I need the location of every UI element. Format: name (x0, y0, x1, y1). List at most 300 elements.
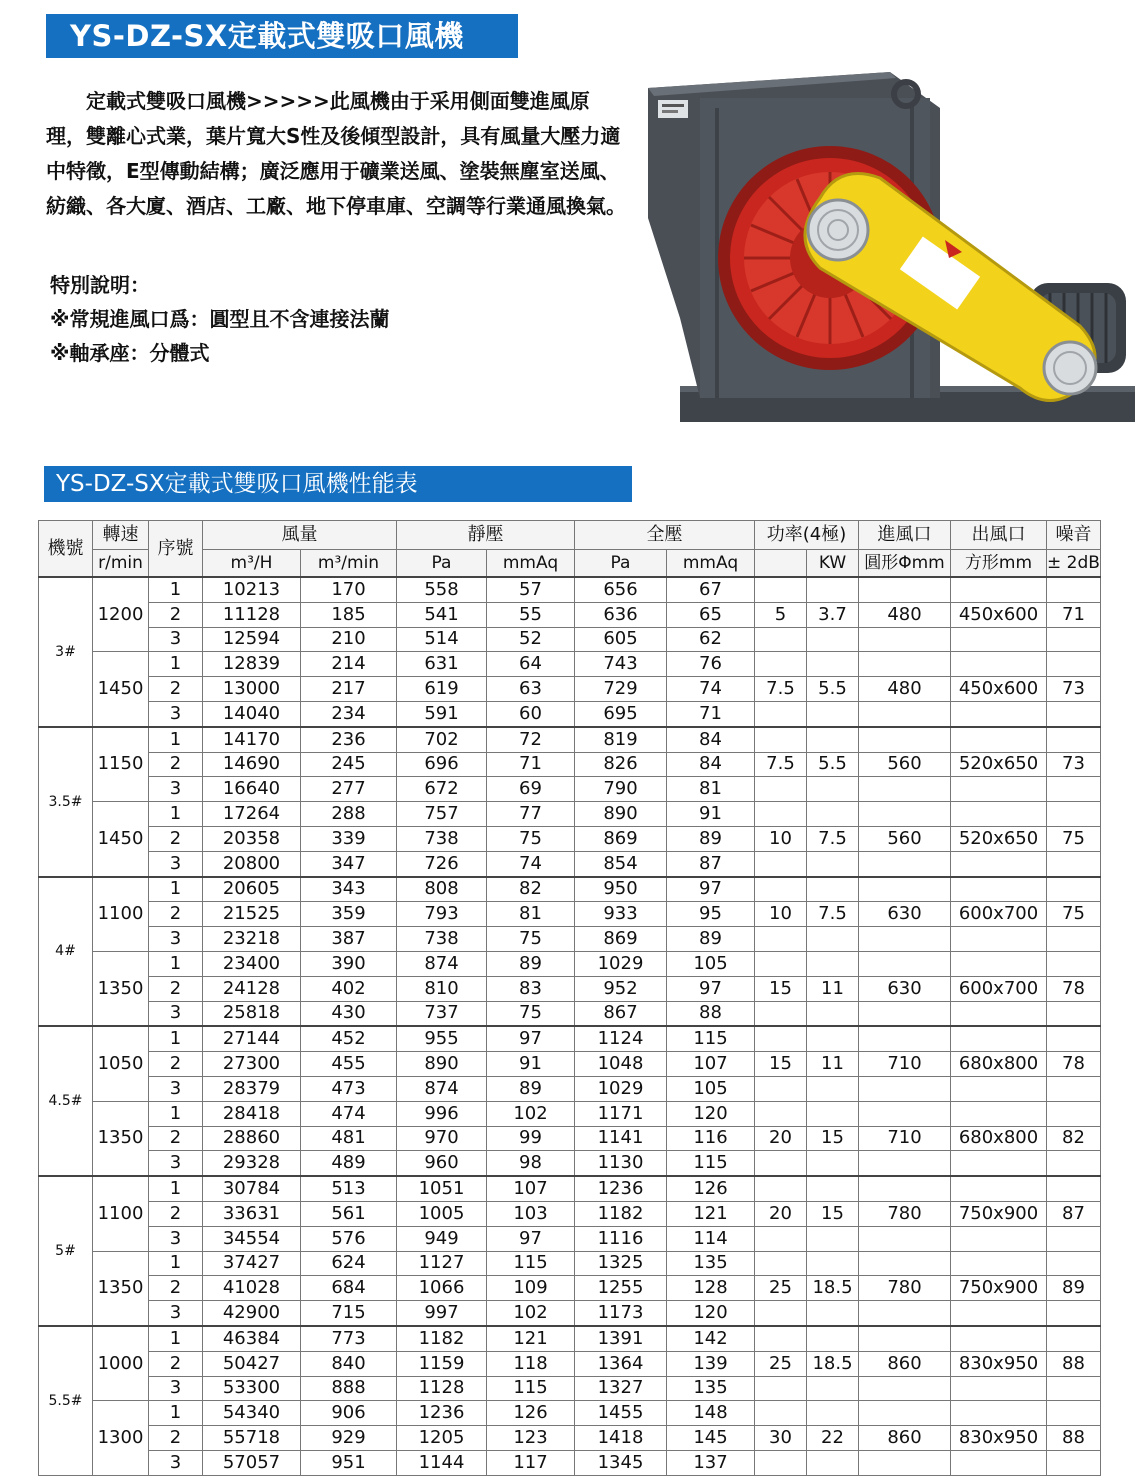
inlet-cell (859, 1026, 951, 1051)
power-kw-cell: 22 (807, 1426, 859, 1451)
speed-cell: 1100 (93, 1176, 149, 1251)
table-row (39, 1052, 1101, 1077)
power-hp-cell (755, 851, 807, 876)
total-mmaq-cell: 88 (667, 1001, 755, 1026)
airflow-m3min-cell: 277 (301, 777, 397, 802)
noise-cell (1047, 1151, 1101, 1176)
power-hp-cell: 10 (755, 902, 807, 927)
seq-cell: 3 (149, 701, 203, 726)
power-hp-cell (755, 1301, 807, 1326)
total-pa-cell: 950 (575, 877, 667, 902)
total-pa-cell: 1141 (575, 1126, 667, 1151)
noise-cell (1047, 1001, 1101, 1026)
outlet-cell: 450x600 (951, 602, 1047, 627)
airflow-m3min-cell: 170 (301, 577, 397, 602)
airflow-m3min-cell: 715 (301, 1301, 397, 1326)
outlet-cell (951, 777, 1047, 802)
power-kw-cell (807, 877, 859, 902)
table-row (39, 677, 1101, 702)
airflow-m3min-cell: 906 (301, 1401, 397, 1426)
airflow-m3min-cell: 430 (301, 1001, 397, 1026)
static-pa-cell: 619 (397, 677, 487, 702)
airflow-m3h-cell: 42900 (203, 1301, 301, 1326)
airflow-m3h-cell: 34554 (203, 1226, 301, 1251)
noise-cell (1047, 1450, 1101, 1475)
airflow-m3h-cell: 57057 (203, 1450, 301, 1475)
airflow-m3h-cell: 28418 (203, 1101, 301, 1126)
special-notes (50, 268, 389, 370)
speed-cell: 1450 (93, 652, 149, 727)
total-mmaq-cell: 128 (667, 1276, 755, 1301)
col-outlet-header: 出風口 (951, 521, 1047, 550)
seq-cell: 1 (149, 1176, 203, 1201)
seq-cell: 1 (149, 1401, 203, 1426)
title-bar (46, 14, 518, 58)
static-pa-cell: 1128 (397, 1376, 487, 1401)
static-pa-cell: 757 (397, 802, 487, 827)
power-kw-cell: 3.7 (807, 602, 859, 627)
total-pa-cell: 1236 (575, 1176, 667, 1201)
static-mmaq-cell: 72 (487, 727, 575, 752)
power-hp-cell (755, 1026, 807, 1051)
noise-cell: 73 (1047, 677, 1101, 702)
power-kw-cell: 11 (807, 1052, 859, 1077)
static-pa-cell: 810 (397, 976, 487, 1001)
airflow-m3min-cell: 343 (301, 877, 397, 902)
seq-cell: 2 (149, 1126, 203, 1151)
total-mmaq-cell: 120 (667, 1301, 755, 1326)
airflow-m3min-cell: 217 (301, 677, 397, 702)
total-pa-cell: 636 (575, 602, 667, 627)
outlet-cell (951, 1001, 1047, 1026)
total-pa-cell: 1173 (575, 1301, 667, 1326)
power-kw-cell (807, 1226, 859, 1251)
total-pa-cell: 854 (575, 851, 667, 876)
power-hp-cell (755, 727, 807, 752)
table-row (39, 851, 1101, 876)
notes-heading: 特別說明： (50, 273, 150, 297)
seq-cell: 3 (149, 927, 203, 952)
airflow-m3min-cell: 455 (301, 1052, 397, 1077)
noise-cell: 78 (1047, 1052, 1101, 1077)
col-airflow-header: 風量 (203, 521, 397, 550)
static-pa-cell: 997 (397, 1301, 487, 1326)
outlet-cell (951, 951, 1047, 976)
power-kw-cell (807, 701, 859, 726)
table-row (39, 927, 1101, 952)
power-kw-cell: 18.5 (807, 1351, 859, 1376)
total-mmaq-cell: 135 (667, 1251, 755, 1276)
table-row (39, 752, 1101, 777)
total-mmaq-cell: 71 (667, 701, 755, 726)
inlet-cell (859, 1401, 951, 1426)
total-mmaq-cell: 114 (667, 1226, 755, 1251)
noise-cell: 75 (1047, 902, 1101, 927)
noise-cell (1047, 1326, 1101, 1351)
static-mmaq-cell: 89 (487, 951, 575, 976)
total-pa-cell: 1455 (575, 1401, 667, 1426)
speed-cell: 1350 (93, 1101, 149, 1176)
total-pa-cell: 656 (575, 577, 667, 602)
total-mmaq-cell: 95 (667, 902, 755, 927)
total-mmaq-cell: 62 (667, 627, 755, 652)
seq-cell: 2 (149, 1426, 203, 1451)
total-mmaq-cell: 121 (667, 1201, 755, 1226)
model-cell: 5.5# (39, 1326, 93, 1475)
noise-cell (1047, 1251, 1101, 1276)
table-row (39, 902, 1101, 927)
inlet-cell (859, 1301, 951, 1326)
airflow-m3h-cell: 23400 (203, 951, 301, 976)
total-mmaq-cell: 126 (667, 1176, 755, 1201)
airflow-m3min-cell: 185 (301, 602, 397, 627)
static-pa-cell: 996 (397, 1101, 487, 1126)
inlet-cell: 780 (859, 1201, 951, 1226)
noise-cell (1047, 627, 1101, 652)
static-mmaq-cell: 75 (487, 927, 575, 952)
noise-cell: 89 (1047, 1276, 1101, 1301)
power-hp-unit (755, 550, 807, 578)
static-pa-cell: 970 (397, 1126, 487, 1151)
table-row (39, 1151, 1101, 1176)
total-pa-unit: Pa (575, 550, 667, 578)
total-mmaq-cell: 105 (667, 951, 755, 976)
total-mmaq-cell: 139 (667, 1351, 755, 1376)
static-pa-cell: 949 (397, 1226, 487, 1251)
airflow-m3min-cell: 481 (301, 1126, 397, 1151)
total-mmaq-cell: 84 (667, 752, 755, 777)
airflow-m3min-cell: 840 (301, 1351, 397, 1376)
seq-cell: 1 (149, 1101, 203, 1126)
table-row (39, 1401, 1101, 1426)
power-hp-cell (755, 1226, 807, 1251)
noise-cell (1047, 802, 1101, 827)
power-hp-cell (755, 1450, 807, 1475)
outlet-cell (951, 577, 1047, 602)
power-kw-cell (807, 1076, 859, 1101)
total-pa-cell: 605 (575, 627, 667, 652)
total-pa-cell: 1345 (575, 1450, 667, 1475)
inlet-cell: 630 (859, 976, 951, 1001)
noise-cell (1047, 777, 1101, 802)
outlet-cell: 520x650 (951, 752, 1047, 777)
total-mmaq-cell: 76 (667, 652, 755, 677)
power-hp-cell: 30 (755, 1426, 807, 1451)
seq-cell: 1 (149, 1026, 203, 1051)
outlet-cell (951, 1301, 1047, 1326)
airflow-m3min-cell: 210 (301, 627, 397, 652)
seq-cell: 2 (149, 1201, 203, 1226)
outlet-cell (951, 927, 1047, 952)
power-hp-cell: 20 (755, 1201, 807, 1226)
noise-cell: 73 (1047, 752, 1101, 777)
seq-cell: 3 (149, 777, 203, 802)
static-mmaq-cell: 75 (487, 826, 575, 851)
static-mmaq-cell: 123 (487, 1426, 575, 1451)
power-kw-cell (807, 1151, 859, 1176)
airflow-m3h-cell: 20800 (203, 851, 301, 876)
static-pa-cell: 702 (397, 727, 487, 752)
speed-unit: r/min (93, 550, 149, 578)
static-pa-cell: 738 (397, 927, 487, 952)
static-mmaq-cell: 98 (487, 1151, 575, 1176)
model-cell: 5# (39, 1176, 93, 1326)
static-pa-cell: 1005 (397, 1201, 487, 1226)
power-kw-cell (807, 1326, 859, 1351)
speed-cell: 1450 (93, 802, 149, 877)
seq-cell: 2 (149, 976, 203, 1001)
outlet-cell: 680x800 (951, 1052, 1047, 1077)
outlet-unit: 方形mm (951, 550, 1047, 578)
seq-cell: 1 (149, 1326, 203, 1351)
outlet-cell: 750x900 (951, 1201, 1047, 1226)
airflow-m3h-cell: 25818 (203, 1001, 301, 1026)
total-mmaq-unit: mmAq (667, 550, 755, 578)
table-row (39, 1450, 1101, 1475)
static-pa-cell: 890 (397, 1052, 487, 1077)
outlet-cell (951, 851, 1047, 876)
outlet-cell (951, 1401, 1047, 1426)
seq-cell: 3 (149, 1301, 203, 1326)
outlet-cell: 830x950 (951, 1351, 1047, 1376)
static-pa-cell: 808 (397, 877, 487, 902)
airflow-m3min-cell: 359 (301, 902, 397, 927)
power-hp-cell (755, 577, 807, 602)
outlet-cell (951, 1376, 1047, 1401)
power-hp-cell (755, 701, 807, 726)
total-pa-cell: 1029 (575, 951, 667, 976)
static-pa-cell: 1205 (397, 1426, 487, 1451)
power-hp-cell (755, 877, 807, 902)
airflow-m3min-cell: 513 (301, 1176, 397, 1201)
noise-cell: 88 (1047, 1351, 1101, 1376)
static-mmaq-cell: 81 (487, 902, 575, 927)
noise-cell (1047, 1176, 1101, 1201)
outlet-cell: 830x950 (951, 1426, 1047, 1451)
airflow-m3h-cell: 14040 (203, 701, 301, 726)
inlet-cell (859, 777, 951, 802)
airflow-m3min-cell: 624 (301, 1251, 397, 1276)
inlet-cell (859, 727, 951, 752)
power-hp-cell (755, 652, 807, 677)
power-kw-cell: 15 (807, 1201, 859, 1226)
airflow-m3h-cell: 12839 (203, 652, 301, 677)
model-cell: 4.5# (39, 1026, 93, 1176)
inlet-cell: 780 (859, 1276, 951, 1301)
seq-cell: 3 (149, 1226, 203, 1251)
model-cell: 3# (39, 577, 93, 727)
airflow-m3min-cell: 402 (301, 976, 397, 1001)
power-kw-cell: 18.5 (807, 1276, 859, 1301)
inlet-cell (859, 877, 951, 902)
total-mmaq-cell: 116 (667, 1126, 755, 1151)
static-mmaq-cell: 71 (487, 752, 575, 777)
airflow-m3min-cell: 473 (301, 1076, 397, 1101)
seq-cell: 2 (149, 1276, 203, 1301)
airflow-m3min-cell: 390 (301, 951, 397, 976)
table-row (39, 777, 1101, 802)
total-mmaq-cell: 74 (667, 677, 755, 702)
table-row (39, 1301, 1101, 1326)
static-mmaq-cell: 121 (487, 1326, 575, 1351)
noise-cell (1047, 927, 1101, 952)
total-pa-cell: 826 (575, 752, 667, 777)
outlet-cell (951, 627, 1047, 652)
airflow-m3min-cell: 387 (301, 927, 397, 952)
total-pa-cell: 1182 (575, 1201, 667, 1226)
total-pa-cell: 867 (575, 1001, 667, 1026)
static-mmaq-cell: 64 (487, 652, 575, 677)
airflow-m3min-cell: 236 (301, 727, 397, 752)
static-pa-cell: 737 (397, 1001, 487, 1026)
table-row (39, 652, 1101, 677)
total-pa-cell: 869 (575, 826, 667, 851)
power-kw-cell (807, 1251, 859, 1276)
static-pa-cell: 726 (397, 851, 487, 876)
inlet-cell: 860 (859, 1426, 951, 1451)
airflow-m3h-cell: 27144 (203, 1026, 301, 1051)
static-mmaq-cell: 99 (487, 1126, 575, 1151)
speed-cell: 1100 (93, 877, 149, 952)
airflow-m3min-cell: 339 (301, 826, 397, 851)
static-pa-cell: 672 (397, 777, 487, 802)
airflow-m3min-unit: m³/min (301, 550, 397, 578)
static-mmaq-cell: 82 (487, 877, 575, 902)
power-kw-cell (807, 1001, 859, 1026)
total-pa-cell: 790 (575, 777, 667, 802)
power-kw-cell (807, 927, 859, 952)
airflow-m3min-cell: 234 (301, 701, 397, 726)
static-pa-cell: 1159 (397, 1351, 487, 1376)
power-kw-cell (807, 727, 859, 752)
airflow-m3h-cell: 41028 (203, 1276, 301, 1301)
outlet-cell (951, 1151, 1047, 1176)
outlet-cell (951, 1101, 1047, 1126)
table-row (39, 1326, 1101, 1351)
header-row-1 (39, 521, 1101, 550)
col-static-pressure-header: 靜壓 (397, 521, 575, 550)
total-pa-cell: 819 (575, 727, 667, 752)
airflow-m3min-cell: 214 (301, 652, 397, 677)
static-pa-cell: 1051 (397, 1176, 487, 1201)
outlet-cell (951, 1176, 1047, 1201)
table-row (39, 826, 1101, 851)
airflow-m3min-cell: 288 (301, 802, 397, 827)
airflow-m3h-cell: 16640 (203, 777, 301, 802)
col-power-header: 功率(4極) (755, 521, 859, 550)
total-pa-cell: 695 (575, 701, 667, 726)
airflow-m3h-cell: 11128 (203, 602, 301, 627)
table-title-bar (44, 466, 632, 502)
total-pa-cell: 743 (575, 652, 667, 677)
inlet-cell: 710 (859, 1126, 951, 1151)
table-row (39, 1001, 1101, 1026)
seq-cell: 3 (149, 851, 203, 876)
power-hp-cell (755, 1176, 807, 1201)
note-inlet: ※常規進風口爲：圓型且不含連接法蘭 (50, 307, 390, 331)
outlet-cell (951, 877, 1047, 902)
static-mmaq-cell: 63 (487, 677, 575, 702)
static-pa-cell: 1144 (397, 1450, 487, 1475)
table-row (39, 701, 1101, 726)
speed-cell: 1300 (93, 1401, 149, 1475)
airflow-m3h-cell: 28860 (203, 1126, 301, 1151)
noise-cell (1047, 877, 1101, 902)
airflow-m3h-cell: 20605 (203, 877, 301, 902)
airflow-m3min-cell: 951 (301, 1450, 397, 1475)
inlet-cell (859, 1251, 951, 1276)
power-hp-cell (755, 777, 807, 802)
power-kw-unit: KW (807, 550, 859, 578)
airflow-m3h-cell: 27300 (203, 1052, 301, 1077)
airflow-m3min-cell: 576 (301, 1226, 397, 1251)
table-row (39, 1126, 1101, 1151)
outlet-cell (951, 1226, 1047, 1251)
power-hp-cell: 25 (755, 1276, 807, 1301)
total-pa-cell: 1130 (575, 1151, 667, 1176)
inlet-cell: 710 (859, 1052, 951, 1077)
total-pa-cell: 1171 (575, 1101, 667, 1126)
total-mmaq-cell: 87 (667, 851, 755, 876)
total-pa-cell: 1048 (575, 1052, 667, 1077)
power-hp-cell (755, 802, 807, 827)
seq-cell: 2 (149, 677, 203, 702)
noise-cell (1047, 577, 1101, 602)
noise-unit: ± 2dB (1047, 550, 1101, 578)
static-pa-cell: 591 (397, 701, 487, 726)
speed-cell: 1350 (93, 951, 149, 1026)
airflow-m3min-cell: 474 (301, 1101, 397, 1126)
static-pa-cell: 631 (397, 652, 487, 677)
seq-cell: 1 (149, 652, 203, 677)
total-mmaq-cell: 97 (667, 976, 755, 1001)
power-hp-cell: 5 (755, 602, 807, 627)
total-pa-cell: 1255 (575, 1276, 667, 1301)
power-hp-cell (755, 1401, 807, 1426)
power-kw-cell (807, 851, 859, 876)
airflow-m3h-cell: 14170 (203, 727, 301, 752)
outlet-cell: 600x700 (951, 902, 1047, 927)
power-hp-cell (755, 1376, 807, 1401)
static-mmaq-cell: 103 (487, 1201, 575, 1226)
airflow-m3min-cell: 773 (301, 1326, 397, 1351)
inlet-cell (859, 1376, 951, 1401)
inlet-cell (859, 627, 951, 652)
outlet-cell (951, 701, 1047, 726)
total-pa-cell: 890 (575, 802, 667, 827)
airflow-m3h-cell: 37427 (203, 1251, 301, 1276)
col-inlet-header: 進風口 (859, 521, 951, 550)
power-kw-cell (807, 1026, 859, 1051)
power-kw-cell (807, 1101, 859, 1126)
inlet-cell (859, 1076, 951, 1101)
airflow-m3h-cell: 20358 (203, 826, 301, 851)
noise-cell (1047, 701, 1101, 726)
inlet-cell (859, 701, 951, 726)
inlet-cell (859, 1001, 951, 1026)
outlet-cell (951, 1450, 1047, 1475)
noise-cell: 71 (1047, 602, 1101, 627)
static-mmaq-cell: 57 (487, 577, 575, 602)
static-mmaq-unit: mmAq (487, 550, 575, 578)
static-mmaq-cell: 52 (487, 627, 575, 652)
inlet-cell: 630 (859, 902, 951, 927)
power-hp-cell (755, 927, 807, 952)
static-mmaq-cell: 102 (487, 1301, 575, 1326)
table-row (39, 802, 1101, 827)
noise-cell: 82 (1047, 1126, 1101, 1151)
total-mmaq-cell: 89 (667, 927, 755, 952)
